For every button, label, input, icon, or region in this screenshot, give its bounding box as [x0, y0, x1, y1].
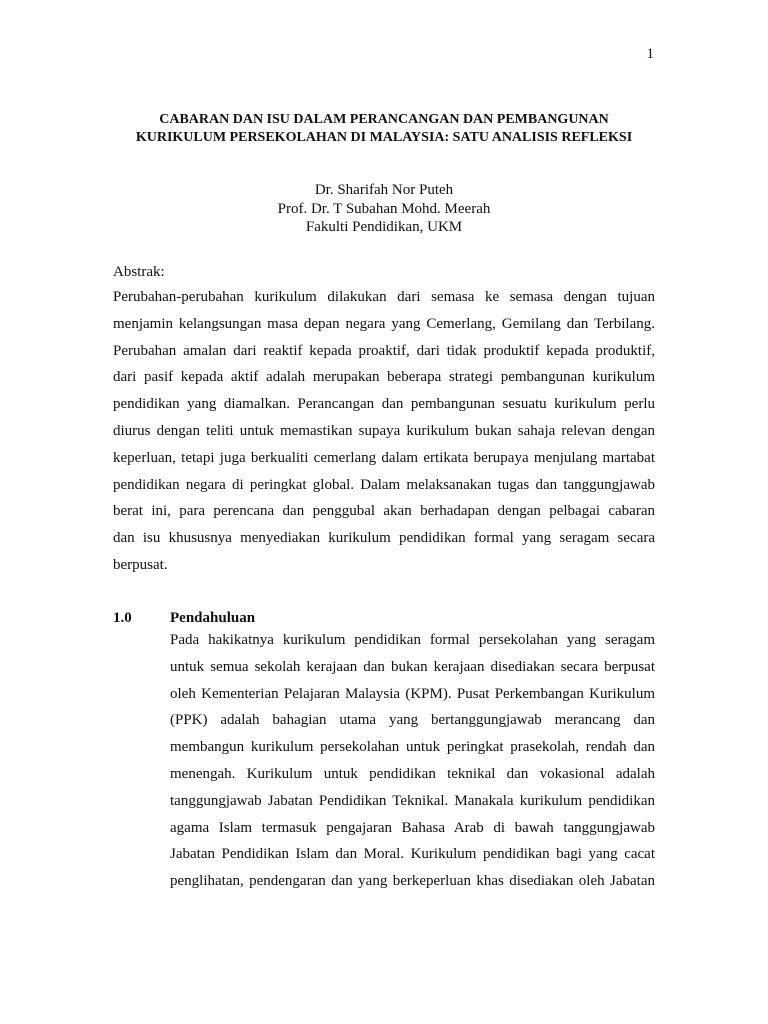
abstract-line: dan isu khususnya menyediakan kurikulum pendidikan formal yang seragam secara: [113, 530, 655, 547]
author-name-1: Dr. Sharifah Nor Puteh: [314, 182, 454, 198]
author-affiliation: Fakulti Pendidikan, UKM: [305, 219, 463, 235]
abstract-line: diurus dengan teliti untuk memastikan supaya kurikulum bukan sahaja relevan dengan: [113, 422, 655, 439]
body-line: untuk semua sekolah kerajaan dan bukan kerajaan disediakan secara berpusat: [170, 658, 655, 675]
section-number: 1.0: [113, 610, 132, 626]
abstract-line: berpusat.: [113, 556, 168, 573]
page-number: 1: [646, 46, 654, 62]
section-body: [170, 627, 655, 895]
abstract-label: Abstrak:: [113, 264, 165, 280]
section-title: Pendahuluan: [170, 610, 256, 626]
body-line: Pada hakikatnya kurikulum pendidikan formal persekolahan yang seragam: [170, 632, 655, 648]
abstract-line: pendidikan yang diamalkan. Perancangan dan pembangunan sesuatu kurikulum perlu: [113, 396, 655, 413]
body-line: oleh Kementerian Pelajaran Malaysia (KPM). Pusat Perkembangan Kurikulum: [170, 685, 655, 702]
body-line: membangun kurikulum persekolahan untuk peringkat prasekolah, rendah dan: [170, 739, 655, 756]
author-block: [113, 181, 655, 237]
body-line: agama Islam termasuk pengajaran Bahasa Arab di bawah tanggungjawab: [170, 819, 655, 836]
abstract-line: Perubahan amalan dari reaktif kepada proaktif, dari tidak produktif kepada produktif,: [113, 342, 655, 359]
abstract-line: pendidikan negara di peringkat global. Dalam melaksanakan tugas dan tanggungjawab: [113, 476, 655, 493]
body-line: tanggungjawab Jabatan Pendidikan Teknikal. Manakala kurikulum pendidikan: [170, 792, 655, 809]
abstract-line: menjamin kelangsungan masa depan negara yang Cemerlang, Gemilang dan Terbilang.: [113, 315, 655, 332]
paper-title: [113, 111, 655, 147]
body-line: (PPK) adalah bahagian utama yang bertanggungjawab merancang dan: [170, 712, 655, 729]
abstract-line: Perubahan-perubahan kurikulum dilakukan dari semasa ke semasa dengan tujuan: [113, 289, 655, 305]
paper-title-line-2: KURIKULUM PERSEKOLAHAN DI MALAYSIA: SATU ANALISIS REFLEKSI: [135, 130, 633, 145]
author-name-2: Prof. Dr. T Subahan Mohd. Meerah: [277, 200, 491, 217]
abstract-line: keperluan, tetapi juga berkualiti cemerlang dalam ertikata berupaya menjulang martabat: [113, 449, 655, 466]
body-line: Jabatan Pendidikan Islam dan Moral. Kurikulum pendidikan bagi yang cacat: [170, 846, 655, 863]
body-line: penglihatan, pendengaran dan yang berkeperluan khas disediakan oleh Jabatan: [170, 873, 655, 890]
paper-title-line-1: CABARAN DAN ISU DALAM PERANCANGAN DAN PEMBANGUNAN: [159, 112, 609, 127]
body-line: menengah. Kurikulum untuk pendidikan teknikal dan vokasional adalah: [170, 765, 655, 782]
abstract-line: dari pasif kepada aktif adalah merupakan beberapa strategi pembangunan kurikulum: [113, 369, 655, 386]
abstract-line: berat ini, para perencana dan penggubal akan berhadapan dengan pelbagai cabaran: [113, 503, 655, 520]
abstract-body: [113, 284, 655, 579]
